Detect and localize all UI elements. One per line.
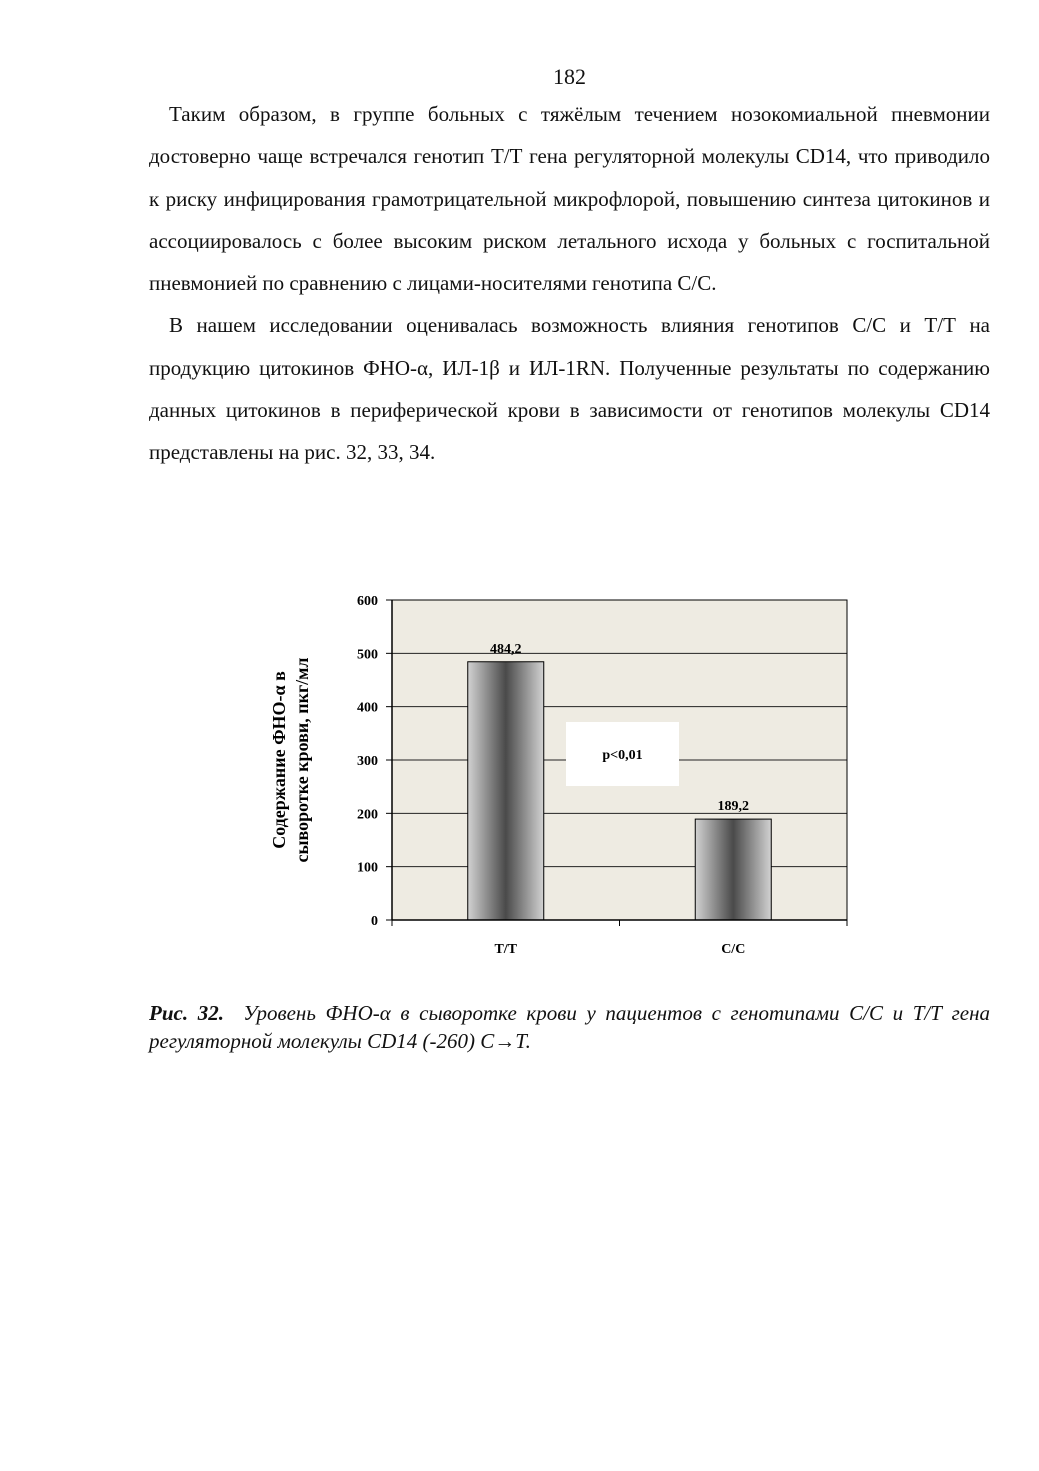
annotation-text: p<0,01 [602,748,643,763]
y-axis-label [269,658,312,863]
x-tick-label-1: C/C [721,942,746,957]
data-label-0: 484,2 [490,641,522,657]
figure-caption [149,999,990,1055]
paragraph-1: Таким образом, в группе больных с тяжёлым течением нозокомиальной пневмонии достоверно чаще встречался генотип Т/Т гена регуляторной молекулы CD14, что приводило к риску инфицирования грамотрицательной микрофлорой, повышению синтеза цитокинов и ассоциировалось с более высоким риском летального исхода у больных с госпитальной пневмонией по сравнению с лицами-носителями генотипа С/С. [149,102,990,296]
data-label-1: 189,2 [717,799,749,815]
y-tick-label-500: 500 [357,647,378,663]
y-axis-label-line-0: Содержание ФНО-α в [269,671,289,849]
bar-chart-svg [260,580,880,970]
x-tick-label-0: T/T [494,942,518,957]
figure-caption-text: Уровень ФНО-α в сыворотке крови у пациентов с генотипами С/С и Т/Т гена регуляторной молекулы CD14 (-260) С→Т. [149,1001,990,1053]
figure-caption-label: Рис. 32. [149,1001,224,1025]
y-tick-label-200: 200 [357,807,378,823]
paragraph-2: В нашем исследовании оценивалась возможность влияния генотипов С/С и Т/Т на продукцию цитокинов ФНО-α, ИЛ-1β и ИЛ-1RN. Полученные результаты по содержанию данных цитокинов в периферической крови в зависимости от генотипов молекулы CD14 представлены на рис. 32, 33, 34. [149,313,990,465]
y-axis-label-line-1: сыворотке крови, пкг/мл [292,657,312,863]
bar-chart [260,580,880,970]
page-number: 182 [553,64,586,89]
y-tick-label-100: 100 [357,860,378,876]
y-tick-label-300: 300 [357,754,378,769]
body-text [149,93,990,474]
bar-1 [695,819,771,920]
y-tick-label-600: 600 [357,594,378,609]
bar-0 [468,662,544,920]
y-tick-label-0: 0 [371,914,378,929]
y-tick-label-400: 400 [357,700,378,716]
